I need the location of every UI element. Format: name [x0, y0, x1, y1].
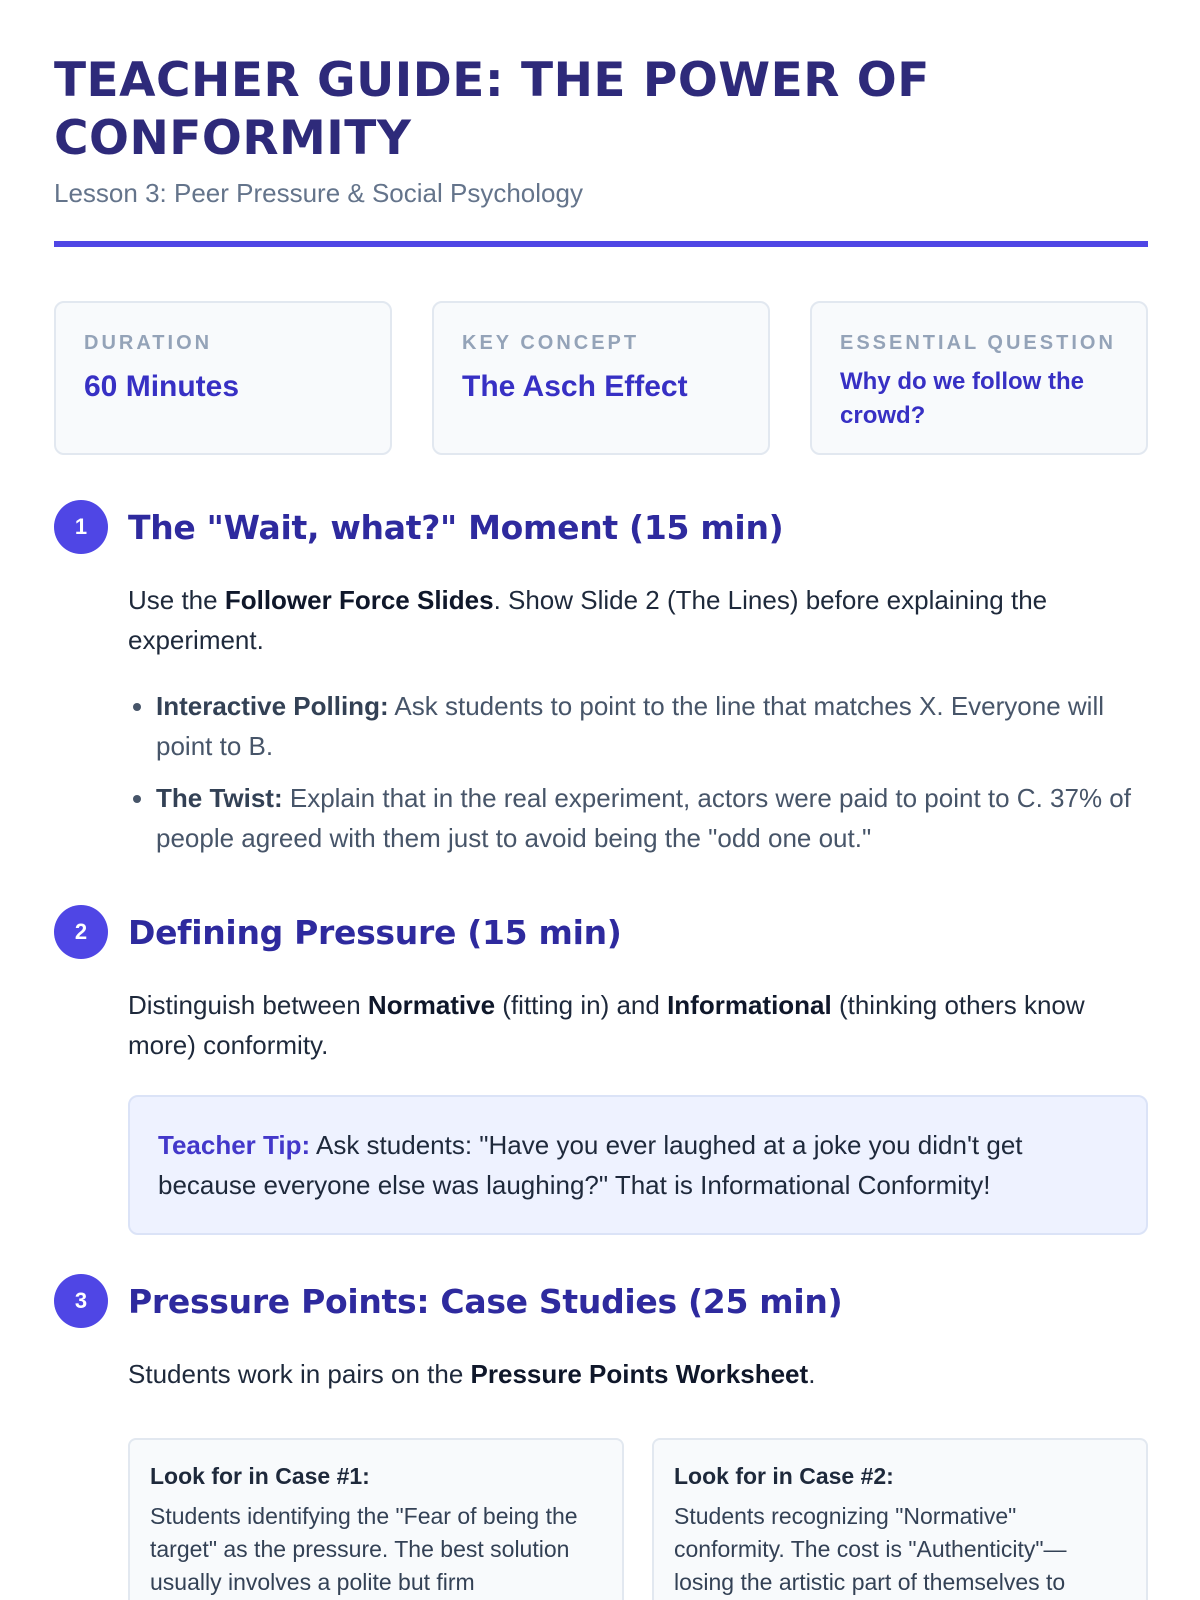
- header-divider: [54, 241, 1148, 247]
- step-number-badge: 2: [54, 905, 108, 959]
- card-label: ESSENTIAL QUESTION: [840, 332, 1116, 354]
- bullet-text: Ask students to point to the line that matches X. Everyone will point to B.: [156, 691, 1104, 761]
- key-concept-card: [432, 301, 770, 455]
- case-title: Look for in Case #1:: [150, 1463, 370, 1489]
- step-header: [54, 905, 1148, 959]
- emphasis: Normative: [367, 990, 496, 1020]
- step-number-badge: 3: [54, 1274, 108, 1328]
- case-text: Students identifying the "Fear of being the target" as the pressure. The best solution usually involves a polite but firm: [150, 1503, 578, 1595]
- tip-label: Teacher Tip:: [158, 1130, 311, 1160]
- case-card-2: [652, 1438, 1148, 1600]
- text: (fitting in) and: [495, 990, 668, 1020]
- header: [54, 52, 1148, 208]
- bullet-lead: The Twist:: [156, 783, 283, 813]
- text: Use the: [128, 585, 225, 615]
- text: Students work in pairs on the: [128, 1359, 471, 1389]
- step-intro: [128, 1354, 1148, 1394]
- case-title: Look for in Case #2:: [674, 1463, 894, 1489]
- case-text: Students recognizing "Normative" conformity. The cost is "Authenticity"—losing the artistic part of themselves to: [674, 1503, 1067, 1595]
- case-card-1: [128, 1438, 624, 1600]
- step-header: [54, 1274, 1148, 1328]
- essential-question-card: [810, 301, 1148, 455]
- summary-cards: [54, 301, 1148, 455]
- step-body: [128, 985, 1148, 1235]
- card-value: 60 Minutes: [84, 370, 240, 403]
- text: Distinguish between: [128, 990, 368, 1020]
- emphasis: Informational: [667, 990, 832, 1020]
- step-intro: [128, 580, 1148, 660]
- step-intro: [128, 985, 1148, 1065]
- tip-text: Ask students: "Have you ever laughed at a joke you didn't get because everyone else was laughing?" That is Informational Conformity!: [158, 1130, 1023, 1200]
- text: (thinking others know more) conformity.: [128, 990, 1085, 1060]
- emphasis: Follower Force Slides: [224, 585, 494, 615]
- card-value: Why do we follow the crowd?: [840, 368, 1084, 429]
- emphasis: Pressure Points Worksheet: [470, 1359, 809, 1389]
- case-study-grid: [128, 1438, 1148, 1600]
- step-1: [54, 500, 1148, 870]
- step-title: Pressure Points: Case Studies (25 min): [128, 1281, 843, 1321]
- card-label: KEY CONCEPT: [462, 332, 640, 354]
- text: . Show Slide 2 (The Lines) before explaining the experiment.: [128, 585, 1048, 655]
- step-3: [54, 1274, 1148, 1600]
- page-title: TEACHER GUIDE: THE POWER OF CONFORMITY: [54, 53, 930, 166]
- card-label: DURATION: [84, 332, 213, 354]
- step-2: [54, 905, 1148, 1235]
- step-header: [54, 500, 1148, 554]
- bullet-lead: Interactive Polling:: [156, 691, 389, 721]
- list-item: [156, 686, 1148, 766]
- step-body: [128, 1354, 1148, 1600]
- step-title: The "Wait, what?" Moment (15 min): [128, 507, 784, 547]
- card-value: The Asch Effect: [462, 370, 688, 403]
- teacher-tip-callout: [128, 1095, 1148, 1235]
- duration-card: [54, 301, 392, 455]
- bullet-list: [128, 686, 1148, 858]
- step-body: [128, 580, 1148, 858]
- step-number-badge: 1: [54, 500, 108, 554]
- page-subtitle: Lesson 3: Peer Pressure & Social Psychology: [54, 178, 583, 208]
- text: .: [808, 1359, 816, 1389]
- bullet-text: Explain that in the real experiment, actors were paid to point to C. 37% of people agreed with them just to avoid being the "odd one out.": [156, 783, 1131, 853]
- step-title: Defining Pressure (15 min): [128, 912, 622, 952]
- list-item: [156, 778, 1148, 858]
